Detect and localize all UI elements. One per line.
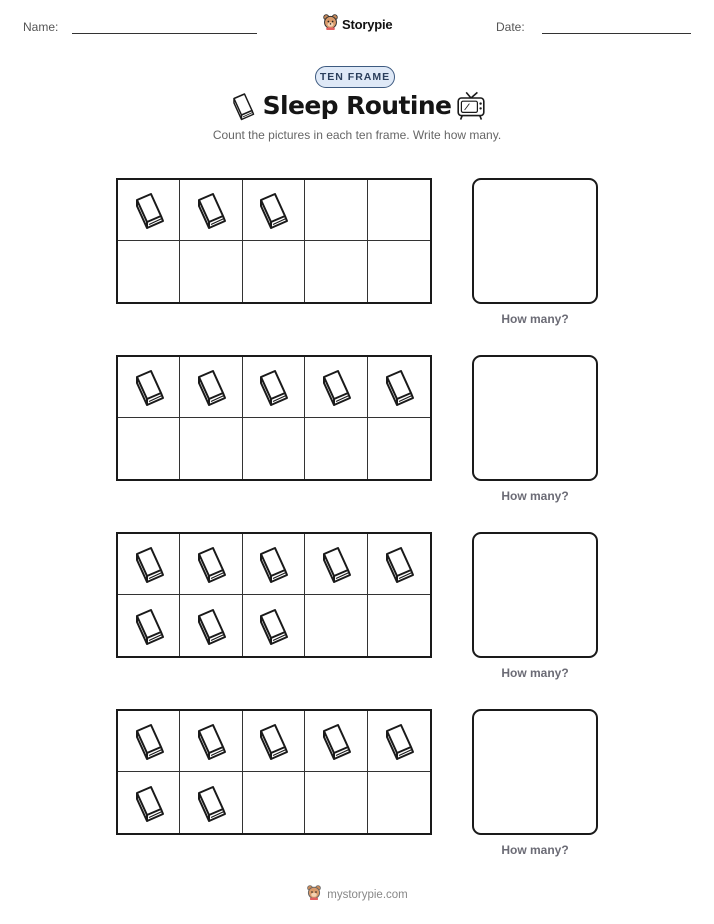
ten-frame-cell: [368, 772, 430, 833]
ten-frame-cell: [368, 418, 430, 479]
ten-frame-cell: [180, 595, 242, 656]
how-many-label-3: How many?: [501, 666, 569, 680]
ten-frame-cell: [118, 418, 180, 479]
book-icon: [191, 606, 231, 646]
ten-frame-cell: [118, 772, 180, 833]
book-icon: [253, 190, 293, 230]
ten-frame-cell: [305, 534, 367, 595]
book-icon: [253, 606, 293, 646]
book-icon: [379, 721, 419, 761]
ten-frame-cell: [368, 595, 430, 656]
book-icon: [191, 190, 231, 230]
book-icon: [253, 544, 293, 584]
ten-frame-cell: [305, 595, 367, 656]
book-icon: [253, 367, 293, 407]
tv-icon: [455, 90, 487, 127]
book-icon: [379, 367, 419, 407]
book-icon: [129, 606, 169, 646]
date-label: Date:: [496, 20, 525, 34]
ten-frame-cell: [180, 418, 242, 479]
instructions: Count the pictures in each ten frame. Write how many.: [212, 128, 502, 142]
book-icon: [316, 367, 356, 407]
book-icon: [129, 190, 169, 230]
ten-frame-cell: [305, 241, 367, 302]
ten-frame-cell: [118, 595, 180, 656]
ten-frame-cell: [118, 180, 180, 241]
book-icon: [129, 367, 169, 407]
ten-frame-cell: [368, 711, 430, 772]
ten-frame-cell: [243, 357, 305, 418]
ten-frame-cell: [368, 180, 430, 241]
ten-frame-cell: [118, 711, 180, 772]
ten-frame-2: [116, 355, 432, 481]
ten-frame-cell: [368, 357, 430, 418]
ten-frame-cell: [305, 418, 367, 479]
page-title: Sleep Routine: [262, 91, 452, 120]
book-icon: [379, 544, 419, 584]
answer-box-1[interactable]: [472, 178, 598, 304]
name-line[interactable]: [72, 33, 257, 34]
book-icon: [316, 544, 356, 584]
book-icon: [191, 721, 231, 761]
footer-site: mystorypie.com: [327, 888, 408, 901]
ten-frame-cell: [305, 772, 367, 833]
title-row: [0, 90, 714, 130]
ten-frame-4: [116, 709, 432, 835]
ten-frame-cell: [243, 772, 305, 833]
book-icon: [191, 783, 231, 823]
book-icon: [191, 367, 231, 407]
date-line[interactable]: [542, 33, 691, 34]
ten-frame-badge: TEN FRAME: [315, 66, 395, 88]
ten-frame-cell: [368, 534, 430, 595]
ten-frame-cell: [305, 711, 367, 772]
ten-frame-cell: [243, 711, 305, 772]
brand-name: Storypie: [342, 16, 393, 32]
ten-frame-cell: [180, 180, 242, 241]
ten-frame-cell: [118, 357, 180, 418]
ten-frame-cell: [305, 180, 367, 241]
how-many-label-1: How many?: [501, 312, 569, 326]
ten-frame-cell: [243, 241, 305, 302]
bear-icon: [306, 884, 322, 905]
how-many-label-2: How many?: [501, 489, 569, 503]
footer: [0, 884, 714, 905]
ten-frame-cell: [180, 534, 242, 595]
ten-frame-cell: [243, 595, 305, 656]
book-icon: [316, 721, 356, 761]
ten-frame-cell: [118, 534, 180, 595]
ten-frame-cell: [180, 357, 242, 418]
book-icon: [129, 544, 169, 584]
how-many-label-4: How many?: [501, 843, 569, 857]
ten-frame-cell: [243, 418, 305, 479]
brand-logo: [322, 13, 392, 35]
answer-box-4[interactable]: [472, 709, 598, 835]
ten-frame-cell: [305, 357, 367, 418]
name-label: Name:: [23, 20, 59, 34]
book-icon: [129, 783, 169, 823]
ten-frame-cell: [180, 772, 242, 833]
book-icon: [129, 721, 169, 761]
book-icon: [191, 544, 231, 584]
bear-icon: [322, 13, 339, 35]
ten-frame-3: [116, 532, 432, 658]
ten-frame-cell: [180, 711, 242, 772]
answer-box-2[interactable]: [472, 355, 598, 481]
ten-frame-cell: [368, 241, 430, 302]
ten-frame-cell: [243, 534, 305, 595]
book-icon: [253, 721, 293, 761]
ten-frame-cell: [118, 241, 180, 302]
ten-frame-1: [116, 178, 432, 304]
answer-box-3[interactable]: [472, 532, 598, 658]
ten-frame-cell: [180, 241, 242, 302]
ten-frame-cell: [243, 180, 305, 241]
